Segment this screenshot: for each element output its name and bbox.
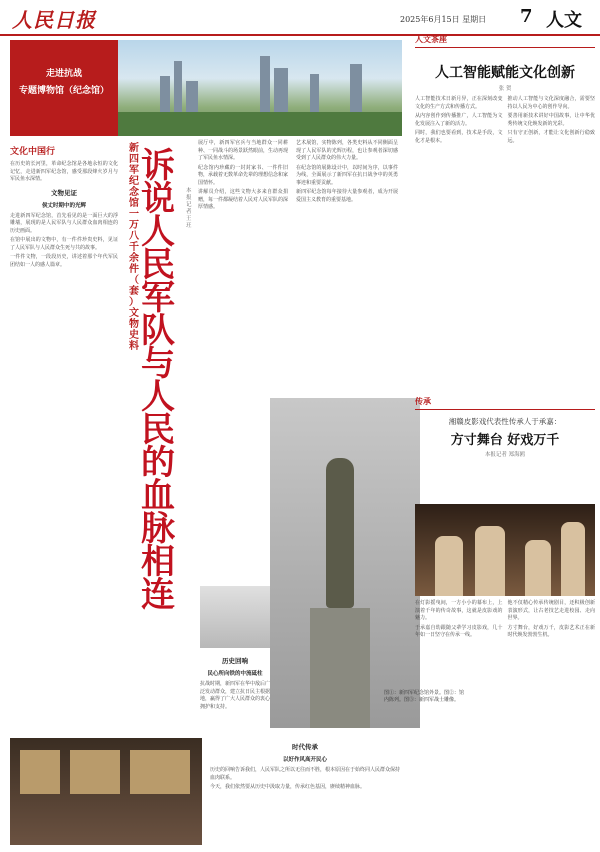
article-title-1: 人工智能赋能文化创新 <box>435 65 575 81</box>
banner-line-2: 专题博物馆（纪念馆） <box>18 86 109 96</box>
title-char: 血 <box>141 476 175 516</box>
column-banner <box>10 40 118 136</box>
title-char: 说 <box>141 179 175 219</box>
paragraph: 抗战时期，新四军在华中敌后广泛发动群众，建立抗日民主根据地，赢得了广大人民群众的衷心拥护和支持。 <box>200 681 271 710</box>
article-title-2: 方寸舞台 好戏万千 <box>450 433 560 448</box>
section-subheading: 以好作风高开民心 <box>282 757 327 763</box>
paragraph: 从内容创作到传播推广，人工智能为文化发展注入了新的活力。 <box>415 113 503 127</box>
feature-title <box>126 146 190 615</box>
article-author-1: 张 贺 <box>498 86 512 92</box>
subtitle-char: 新 <box>129 143 139 154</box>
section-heading: 历史回响 <box>222 657 248 665</box>
paragraph: 新四军纪念馆每年接待大量参观者，成为开展爱国主义教育的重要基地。 <box>296 189 398 203</box>
article-body-1 <box>415 96 595 147</box>
subtitle-char: 套 <box>129 286 139 297</box>
subtitle-char: ） <box>129 297 139 308</box>
paragraph: 在历史的长河里，革命纪念馆是各地永恒的文化记忆，走进新四军纪念馆，感受那段烽火岁月与军民鱼水深情。 <box>10 161 118 182</box>
section-subheading: 侯丈时期中的光辉 <box>41 202 86 209</box>
article-subtitle-2: 湘赣皮影戏代表性传承人于承嘉： <box>448 417 562 426</box>
title-char: 民 <box>141 245 175 285</box>
subtitle-char: 千 <box>129 242 139 253</box>
paragraph: 于承嘉自幼跟随父辈学习皮影戏，几十年如一日坚守在传承一线。 <box>415 624 503 638</box>
subtitle-char: 件 <box>129 264 139 275</box>
paragraph: 展厅中，新四军官兵与当地群众一同耕种、一同战斗的场景跃然眼前，生动再现了军民鱼水情深。 <box>198 140 289 161</box>
column-logo: 文化中国行 <box>10 147 56 157</box>
paragraph: 人工智能技术日新月异，正在深刻改变文化的生产方式和传播方式。 <box>415 96 503 110</box>
subtitle-char: （ <box>129 275 139 286</box>
subtitle-char: 八 <box>129 231 139 242</box>
subtitle-char: 余 <box>129 253 139 264</box>
paragraph: 在灯影摇曳间，一方小小的幕布上，上演着千年的传奇故事，这就是皮影戏的魅力。 <box>415 600 503 621</box>
issue-date: 2025年6月15日 星期日 <box>400 15 487 24</box>
paragraph: 方寸舞台，好戏万千，皮影艺术正在新时代焕发勃勃生机。 <box>507 624 595 638</box>
article-body-2 <box>415 600 595 642</box>
bottom-column <box>210 738 400 846</box>
paragraph: 要善用新技术讲好中国故事，让中华优秀传统文化焕发新的光彩。 <box>507 113 595 127</box>
subtitle-char: 纪 <box>129 176 139 187</box>
paragraph: 艺术展馆，实物陈列，各类史料从不同侧面呈现了人民军队的光辉历程，也让参观者深切感受到了人民群众的伟大力量。 <box>296 140 398 161</box>
paragraph: 走进新四军纪念馆，首先看见的是一面巨大的浮雕墙，展现的是人民军队与人民群众血肉相连的历史画面。 <box>10 212 118 234</box>
subtitle-char: 四 <box>129 154 139 165</box>
subtitle-char: 馆 <box>129 198 139 209</box>
paragraph: 只有守正创新，才能让文化创新行稳致远。 <box>507 130 595 144</box>
title-char: 民 <box>141 410 175 450</box>
section-tag-1: 人文茶座 <box>415 34 595 48</box>
right-column <box>415 34 595 147</box>
lower-column <box>200 652 270 732</box>
subtitle-char: 料 <box>129 341 139 352</box>
byline: 本报记者 王 玨 <box>186 188 192 229</box>
title-char: 相 <box>141 542 175 582</box>
article-author-2: 本报记者 郑海鸥 <box>484 452 526 458</box>
title-char: 脉 <box>141 509 175 549</box>
paragraph: 纪念馆内珍藏的一封封家书、一件件旧物，承载着无数革命先辈的理想信念和家国情怀。 <box>198 164 289 186</box>
title-char: 队 <box>141 311 175 351</box>
banner-line-1: 走进抗战 <box>45 69 82 79</box>
paragraph: 今天，我们依然要从历史中汲取力量，传承红色基因，赓续精神血脉。 <box>210 784 366 790</box>
title-char: 人 <box>141 212 175 252</box>
subtitle-char: 物 <box>129 319 139 330</box>
title-char: 军 <box>141 278 175 318</box>
title-char: 的 <box>141 443 175 483</box>
subtitle-char: 一 <box>129 209 139 220</box>
soldier-statue-photo <box>270 398 420 728</box>
paragraph: 推动人工智能与文化深度融合，需要坚持以人民为中心的创作导向。 <box>507 96 595 110</box>
paragraph: 讲解员介绍，这些文物大多来自群众捐赠，每一件都凝结着人民对人民军队的深厚情感。 <box>198 189 289 210</box>
exhibition-hall-photo <box>10 738 202 845</box>
subtitle-char: 史 <box>129 330 139 341</box>
subtitle-char: 万 <box>129 220 139 231</box>
subtitle-char: 军 <box>129 165 139 176</box>
paragraph: 在馆中展出的文物中，有一件件珍贵史料，见证了人民军队与人民群众生死与共的故事。 <box>10 237 118 251</box>
paragraph: 在纪念馆的展陈设计中，以时间为序，以事件为线，全面展示了新四军在抗日战争中的英勇事迹和重要贡献。 <box>296 164 398 186</box>
newspaper-logo: 人民日报 <box>12 8 96 32</box>
page-name: 人文 <box>546 10 582 31</box>
subtitle-char: 念 <box>129 187 139 198</box>
subtitle-char: 文 <box>129 308 139 319</box>
section-tag-2: 传承 <box>415 396 595 410</box>
shadow-puppet-photo <box>415 504 595 596</box>
photo-caption: 图①：新四军纪念馆外景。图②：馆内陈列。图③：新四军战士雕像。 <box>384 690 465 703</box>
paragraph: 同时，我们也要看到，技术是手段，文化才是根本。 <box>415 130 503 144</box>
title-char: 诉 <box>141 146 175 186</box>
title-char: 人 <box>141 377 175 417</box>
section-subheading: 民心所向铁的中流砥柱 <box>207 671 263 677</box>
title-char: 与 <box>141 344 175 384</box>
paragraph: 历史的回响告诉我们，人民军队之所以无往而不胜，根本原因在于始终同人民群众保持血肉联系。 <box>210 767 401 781</box>
museum-exterior-photo <box>200 586 276 648</box>
title-char: 连 <box>141 575 175 615</box>
section-heading: 时代传承 <box>292 743 318 751</box>
right-section-2 <box>415 396 595 462</box>
paragraph: 他不仅精心传承传统剧目，还积极创新表演形式，让古老技艺走进校园、走向世界。 <box>507 600 595 621</box>
paragraph: 一件件文物，一段段历史，讲述着那个年代军民团结如一人的感人篇章。 <box>10 254 118 268</box>
section-heading: 文物见证 <box>51 188 77 197</box>
page-number: 7 <box>520 6 533 27</box>
